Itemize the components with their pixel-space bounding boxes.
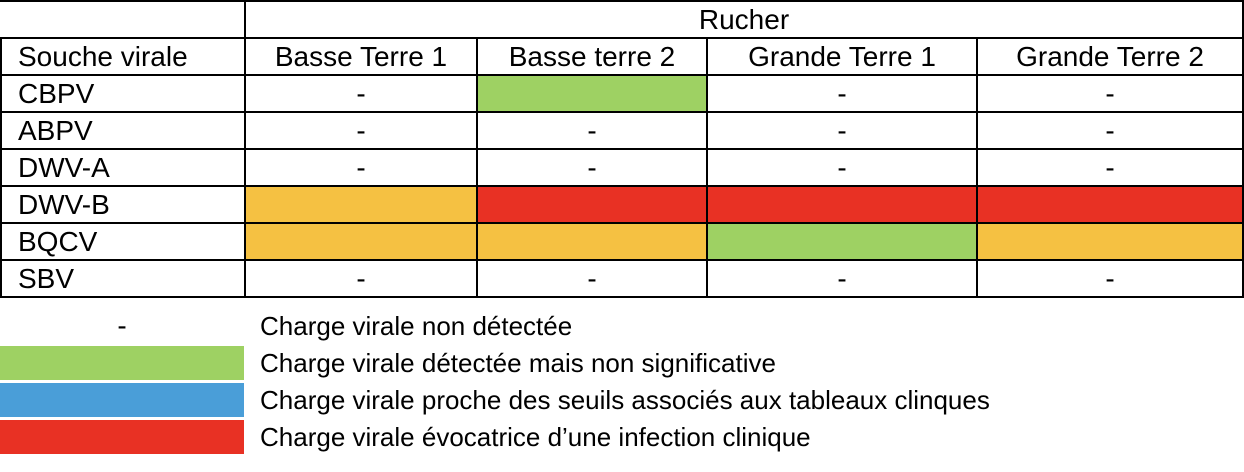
strain-label: DWV-B bbox=[1, 186, 245, 223]
table-corner-cell bbox=[1, 1, 245, 38]
legend-item bbox=[0, 307, 1244, 344]
legend-swatch bbox=[0, 346, 244, 380]
column-header: Grande Terre 1 bbox=[707, 38, 977, 75]
viral-load-cell: - bbox=[707, 75, 977, 112]
viral-load-cell bbox=[977, 223, 1243, 260]
legend-item bbox=[0, 344, 1244, 381]
viral-load-cell bbox=[477, 186, 707, 223]
legend-item bbox=[0, 381, 1244, 418]
strain-label: BQCV bbox=[1, 223, 245, 260]
strain-label: CBPV bbox=[1, 75, 245, 112]
viral-load-cell: - bbox=[477, 112, 707, 149]
viral-load-cell bbox=[707, 186, 977, 223]
viral-load-cell bbox=[477, 223, 707, 260]
viral-load-cell bbox=[977, 186, 1243, 223]
viral-load-cell: - bbox=[707, 260, 977, 297]
strain-label: DWV-A bbox=[1, 149, 245, 186]
viral-load-cell: - bbox=[245, 260, 477, 297]
legend-swatch bbox=[0, 383, 244, 417]
group-header-rucher: Rucher bbox=[245, 1, 1243, 38]
legend-label: Charge virale évocatrice d’une infection clinique bbox=[260, 422, 811, 452]
table-group-header-row bbox=[1, 1, 1243, 38]
viral-load-cell: - bbox=[245, 149, 477, 186]
table-row bbox=[1, 112, 1243, 149]
table-row bbox=[1, 186, 1243, 223]
strain-label: ABPV bbox=[1, 112, 245, 149]
legend-swatch: - bbox=[0, 309, 244, 343]
viral-load-cell: - bbox=[707, 112, 977, 149]
viral-load-cell: - bbox=[977, 75, 1243, 112]
viral-load-cell: - bbox=[977, 149, 1243, 186]
legend-label: Charge virale détectée mais non significative bbox=[260, 348, 776, 378]
column-header: Basse terre 2 bbox=[477, 38, 707, 75]
legend bbox=[0, 307, 1244, 455]
viral-load-cell: - bbox=[977, 112, 1243, 149]
viral-load-cell: - bbox=[245, 112, 477, 149]
viral-load-cell bbox=[477, 75, 707, 112]
viral-load-cell: - bbox=[477, 260, 707, 297]
viral-load-cell: - bbox=[977, 260, 1243, 297]
legend-label: Charge virale non détectée bbox=[260, 311, 573, 341]
viral-load-cell bbox=[245, 186, 477, 223]
legend-item bbox=[0, 418, 1244, 455]
viral-load-cell bbox=[245, 223, 477, 260]
viral-load-cell: - bbox=[707, 149, 977, 186]
row-header-label: Souche virale bbox=[1, 38, 245, 75]
table-row bbox=[1, 149, 1243, 186]
column-header: Basse Terre 1 bbox=[245, 38, 477, 75]
legend-swatch bbox=[0, 420, 244, 454]
strain-label: SBV bbox=[1, 260, 245, 297]
table-body bbox=[1, 1, 1243, 297]
viral-load-cell bbox=[707, 223, 977, 260]
table-row bbox=[1, 75, 1243, 112]
table-row bbox=[1, 260, 1243, 297]
table-row bbox=[1, 223, 1243, 260]
legend-label: Charge virale proche des seuils associés aux tableaux clinques bbox=[260, 385, 990, 415]
viral-load-cell: - bbox=[245, 75, 477, 112]
viral-load-cell: - bbox=[477, 149, 707, 186]
column-header: Grande Terre 2 bbox=[977, 38, 1243, 75]
table-column-header-row bbox=[1, 38, 1243, 75]
